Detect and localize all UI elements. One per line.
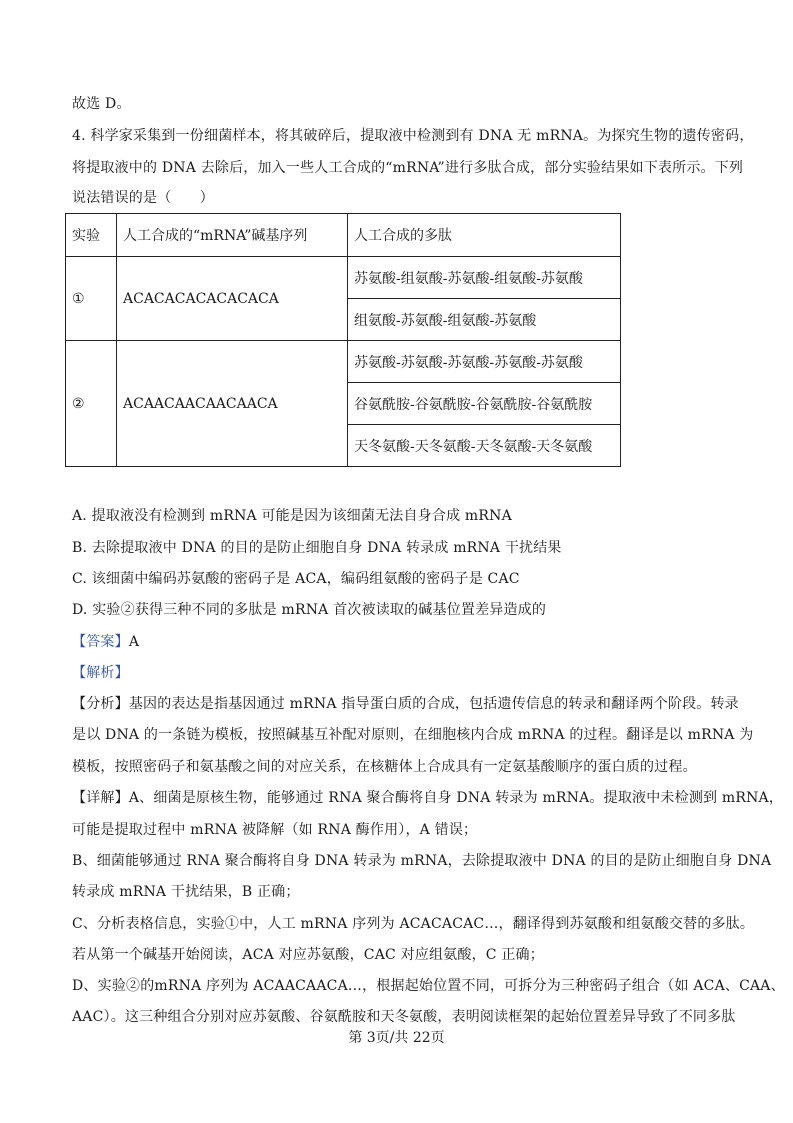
- peptide-cell: 谷氨酰胺-谷氨酰胺-谷氨酰胺-谷氨酰胺: [348, 383, 621, 425]
- header-cell-sequence: 人工合成的“mRNA”碱基序列: [117, 214, 348, 257]
- peptide-cell: 苏氨酸-苏氨酸-苏氨酸-苏氨酸-苏氨酸: [348, 341, 621, 383]
- option-a: A. 提取液没有检测到 mRNA 可能是因为该细菌无法自身合成 mRNA: [72, 508, 512, 524]
- previous-answer: 故选 D。: [72, 96, 131, 112]
- answer-label: 【答案】: [72, 634, 129, 650]
- peptide-cell: 组氨酸-苏氨酸-组氨酸-苏氨酸: [348, 299, 621, 341]
- header-cell-peptide: 人工合成的多肽: [348, 214, 621, 257]
- peptide-cell: 天冬氨酸-天冬氨酸-天冬氨酸-天冬氨酸: [348, 425, 621, 467]
- detail-line: 可能是提取过程中 mRNA 被降解（如 RNA 酶作用），A 错误；: [72, 822, 478, 838]
- table-row: [66, 257, 621, 299]
- analysis-label: 【解析】: [72, 665, 129, 681]
- question-stem-line: 4. 科学家采集到一份细菌样本，将其破碎后，提取液中检测到有 DNA 无 mRNA。为探究生物的遗传密码，: [72, 128, 754, 144]
- fenxi-label: 【分析】: [72, 696, 129, 712]
- option-d: D. 实验②获得三种不同的多肽是 mRNA 首次被读取的碱基位置差异造成的: [72, 602, 547, 618]
- option-b: B. 去除提取液中 DNA 的目的是防止细胞自身 DNA 转录成 mRNA 干扰结果: [72, 540, 562, 556]
- detail-line: C、分析表格信息，实验①中，人工 mRNA 序列为 ACACACAC…，翻译得到苏氨酸和组氨酸交替的多肽。: [72, 916, 755, 932]
- experiment-table: [65, 213, 621, 467]
- answer-value: A: [128, 634, 140, 650]
- fenxi-line: [72, 694, 739, 714]
- detail-text: A、细菌是原核生物，能够通过 RNA 聚合酶将自身 DNA 转录为 mRNA。提取液中未检测到 mRNA，: [128, 790, 784, 806]
- table-header-row: [66, 214, 621, 257]
- detail-line: 转录成 mRNA 干扰结果，B 正确；: [72, 884, 300, 900]
- option-c: C. 该细菌中编码苏氨酸的密码子是 ACA，编码组氨酸的密码子是 CAC: [72, 571, 520, 587]
- page-footer: 第 3页/共 22页: [348, 1030, 445, 1046]
- detail-line: D、实验②的mRNA 序列为 ACAACAACA…，根据起始位置不同，可拆分为三种密码子组合（如 ACA、CAA、: [72, 978, 785, 994]
- question-stem-line: 将提取液中的 DNA 去除后，加入一些人工合成的“mRNA”进行多肽合成，部分实验结果如下表所示。下列: [72, 160, 744, 176]
- fenxi-line: 模板，按照密码子和氨基酸之间的对应关系，在核糖体上合成具有一定氨基酸顺序的蛋白质的过程。: [72, 759, 697, 775]
- experiment-id-cell: ②: [66, 341, 117, 467]
- detail-line: [72, 788, 783, 808]
- detail-label: 【详解】: [72, 790, 129, 806]
- experiment-id-cell: ①: [66, 257, 117, 341]
- peptide-cell: 苏氨酸-组氨酸-苏氨酸-组氨酸-苏氨酸: [348, 257, 621, 299]
- answer-line: [72, 632, 139, 652]
- fenxi-line: 是以 DNA 的一条链为模板，按照碱基互补配对原则，在细胞核内合成 mRNA 的过程。翻译是以 mRNA 为: [72, 727, 754, 743]
- header-cell-experiment: 实验: [66, 214, 117, 257]
- detail-line: B、细菌能够通过 RNA 聚合酶将自身 DNA 转录为 mRNA，去除提取液中 DNA 的目的是防止细胞自身 DNA: [72, 853, 772, 869]
- fenxi-text: 基因的表达是指基因通过 mRNA 指导蛋白质的合成，包括遗传信息的转录和翻译两个阶段。转录: [128, 696, 739, 712]
- detail-line: 若从第一个碱基开始阅读，ACA 对应苏氨酸，CAC 对应组氨酸，C 正确；: [72, 947, 544, 963]
- question-stem-line: 说法错误的是（ ）: [72, 190, 214, 206]
- sequence-cell: ACAACAACAACAACA: [117, 341, 348, 467]
- detail-line: AAC）。这三种组合分别对应苏氨酸、谷氨酰胺和天冬氨酸，表明阅读框架的起始位置差异导致了不同多肽: [72, 1009, 736, 1025]
- sequence-cell: ACACACACACACACA: [117, 257, 348, 341]
- table-row: [66, 341, 621, 383]
